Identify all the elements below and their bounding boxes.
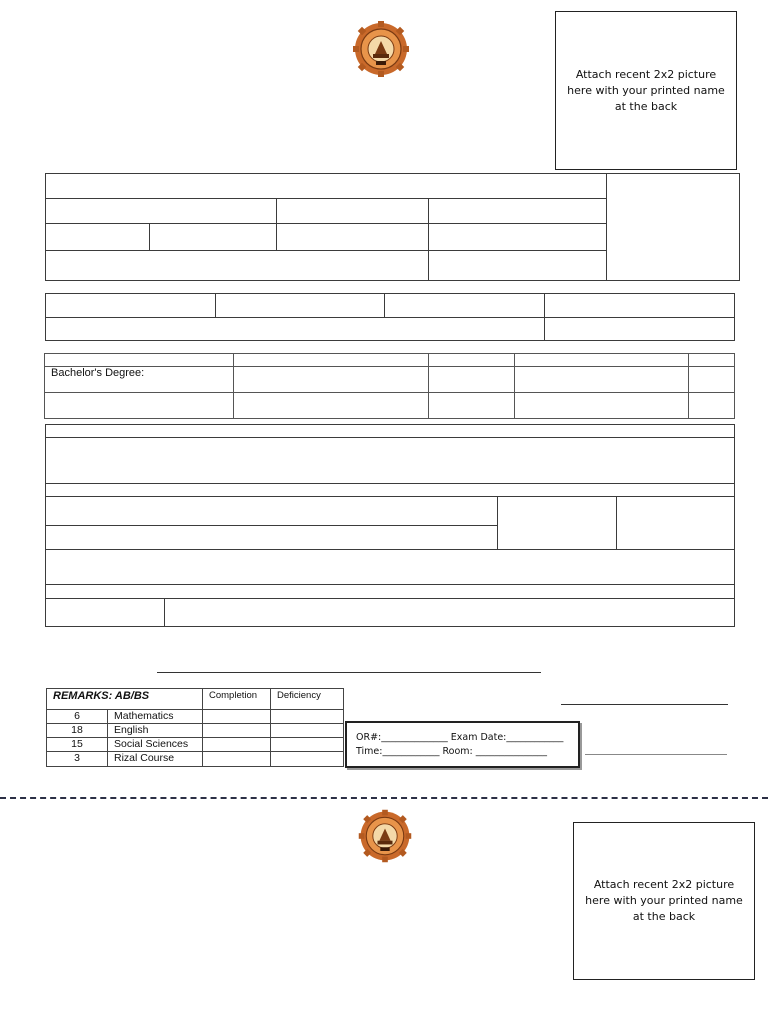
- form-field[interactable]: [544, 293, 735, 318]
- form-field[interactable]: [45, 549, 735, 585]
- form-field[interactable]: [276, 223, 429, 251]
- university-seal-logo: [349, 21, 413, 77]
- form-field[interactable]: [45, 293, 216, 318]
- subject-cell: [107, 723, 203, 738]
- completion-cell[interactable]: [202, 737, 271, 752]
- form-field[interactable]: [514, 392, 689, 419]
- bachelors-degree-cell: [44, 366, 234, 393]
- subject-name: Social Sciences: [114, 738, 189, 750]
- units-value: 3: [74, 752, 80, 764]
- units-cell: [46, 709, 108, 724]
- section-header-row: [45, 584, 735, 599]
- completion-header: Completion: [209, 690, 258, 701]
- deficiency-cell[interactable]: [270, 723, 344, 738]
- form-field[interactable]: [149, 223, 277, 251]
- units-cell: [46, 737, 108, 752]
- bachelors-degree-label: Bachelor's Degree:: [51, 367, 145, 379]
- photo-instruction-text: Attach recent 2x2 picture here with your printed name at the back: [567, 67, 725, 113]
- remarks-title-cell: [46, 688, 203, 710]
- gear-icon: [359, 810, 412, 863]
- signature-line[interactable]: [561, 704, 728, 705]
- units-value: 6: [74, 710, 80, 722]
- units-cell: [46, 751, 108, 767]
- form-field[interactable]: [45, 496, 498, 526]
- units-cell: [46, 723, 108, 738]
- form-field[interactable]: [544, 317, 735, 341]
- or-exam-date-line[interactable]: OR#:______________ Exam Date:____________: [356, 732, 564, 743]
- subject-name: English: [114, 724, 149, 736]
- deficiency-cell[interactable]: [270, 737, 344, 752]
- form-field[interactable]: [164, 598, 735, 627]
- completion-cell[interactable]: [202, 709, 271, 724]
- deficiency-header-cell: [270, 688, 344, 710]
- form-field[interactable]: [497, 496, 617, 550]
- photo-attachment-box: [573, 822, 755, 980]
- subject-name: Rizal Course: [114, 752, 175, 764]
- form-field[interactable]: [428, 366, 515, 393]
- form-field[interactable]: [215, 293, 385, 318]
- form-field[interactable]: [44, 392, 234, 419]
- completion-cell[interactable]: [202, 751, 271, 767]
- form-field[interactable]: [45, 173, 607, 199]
- form-field[interactable]: [45, 598, 165, 627]
- form-field[interactable]: [45, 437, 735, 484]
- form-field[interactable]: [616, 496, 735, 550]
- section-header-row: [45, 424, 735, 438]
- photo-area-cell: [606, 173, 740, 281]
- form-field[interactable]: [233, 366, 429, 393]
- subject-cell: [107, 751, 203, 767]
- form-field[interactable]: [45, 525, 498, 550]
- form-field[interactable]: [45, 198, 277, 224]
- signature-line[interactable]: [585, 754, 727, 755]
- completion-header-cell: [202, 688, 271, 710]
- table-header-cell: [688, 353, 735, 367]
- form-field[interactable]: [688, 366, 735, 393]
- remarks-title: REMARKS: AB/BS: [53, 690, 150, 702]
- university-seal-logo: [355, 808, 415, 864]
- signature-line[interactable]: [157, 672, 541, 673]
- form-field[interactable]: [428, 250, 607, 281]
- form-field[interactable]: [428, 198, 607, 224]
- subject-cell: [107, 709, 203, 724]
- cut-here-divider: [0, 797, 768, 799]
- photo-instruction-text: Attach recent 2x2 picture here with your printed name at the back: [585, 878, 743, 923]
- subject-cell: [107, 737, 203, 752]
- photo-attachment-box: [555, 11, 737, 170]
- form-field[interactable]: [428, 392, 515, 419]
- form-field[interactable]: [233, 392, 429, 419]
- table-header-cell: [514, 353, 689, 367]
- completion-cell[interactable]: [202, 723, 271, 738]
- form-field[interactable]: [45, 250, 429, 281]
- deficiency-cell[interactable]: [270, 709, 344, 724]
- form-field[interactable]: [384, 293, 545, 318]
- units-value: 15: [71, 738, 83, 750]
- form-field[interactable]: [276, 198, 429, 224]
- section-header-row: [45, 483, 735, 497]
- table-header-cell: [428, 353, 515, 367]
- exam-slip-box: [345, 721, 580, 768]
- deficiency-cell[interactable]: [270, 751, 344, 767]
- table-header-cell: [233, 353, 429, 367]
- table-header-cell: [44, 353, 234, 367]
- time-room-line[interactable]: Time:____________ Room: _______________: [356, 746, 547, 757]
- gear-icon: [353, 21, 409, 77]
- subject-name: Mathematics: [114, 710, 174, 722]
- form-field[interactable]: [688, 392, 735, 419]
- units-value: 18: [71, 724, 83, 736]
- form-field[interactable]: [514, 366, 689, 393]
- form-field[interactable]: [428, 223, 607, 251]
- deficiency-header: Deficiency: [277, 690, 321, 701]
- form-field[interactable]: [45, 317, 545, 341]
- form-field[interactable]: [45, 223, 150, 251]
